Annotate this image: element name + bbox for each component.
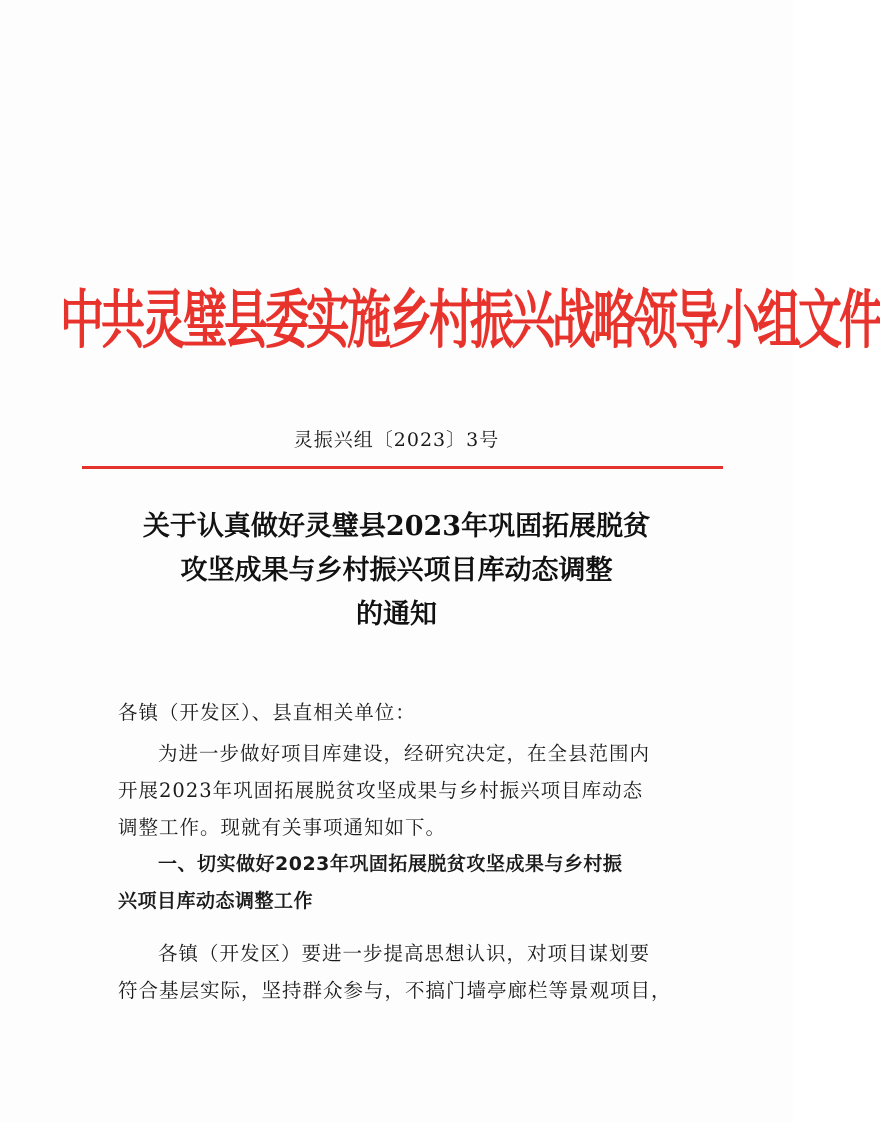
paragraph-2-line-1: 各镇（开发区）要进一步提高思想认识，对项目谋划要 — [158, 942, 651, 965]
document-title-line-3: 的通知 — [356, 599, 437, 630]
paragraph-1-line-1: 为进一步做好项目库建设，经研究决定，在全县范围内 — [158, 742, 651, 765]
paragraph-2-line-2: 符合基层实际，坚持群众参与，不搞门墙亭廊栏等景观项目， — [118, 979, 672, 1002]
paragraph-1 — [118, 735, 678, 846]
section-1-heading-line-1: 一、切实做好2023年巩固拓展脱贫攻坚成果与乡村振 — [158, 853, 623, 875]
document-title — [90, 505, 703, 637]
paragraph-1-line-3: 调整工作。现就有关事项通知如下。 — [118, 816, 447, 839]
document-title-line-2: 攻坚成果与乡村振兴项目库动态调整 — [180, 555, 613, 586]
section-1-heading — [118, 846, 678, 920]
red-divider-line — [82, 466, 723, 469]
section-1-heading-line-2: 兴项目库动态调整工作 — [118, 890, 314, 912]
addressee-line: 各镇（开发区）、县直相关单位： — [118, 701, 416, 724]
document-number: 灵振兴组〔2023〕3号 — [293, 429, 500, 451]
paragraph-2 — [118, 935, 678, 1009]
organization-header-title: 中共灵璧县委实施乡村振兴战略领导小组文件 — [60, 283, 880, 358]
document-title-line-1: 关于认真做好灵璧县2023年巩固拓展脱贫 — [142, 511, 651, 542]
paragraph-1-line-2: 开展2023年巩固拓展脱贫攻坚成果与乡村振兴项目库动态 — [118, 779, 644, 802]
